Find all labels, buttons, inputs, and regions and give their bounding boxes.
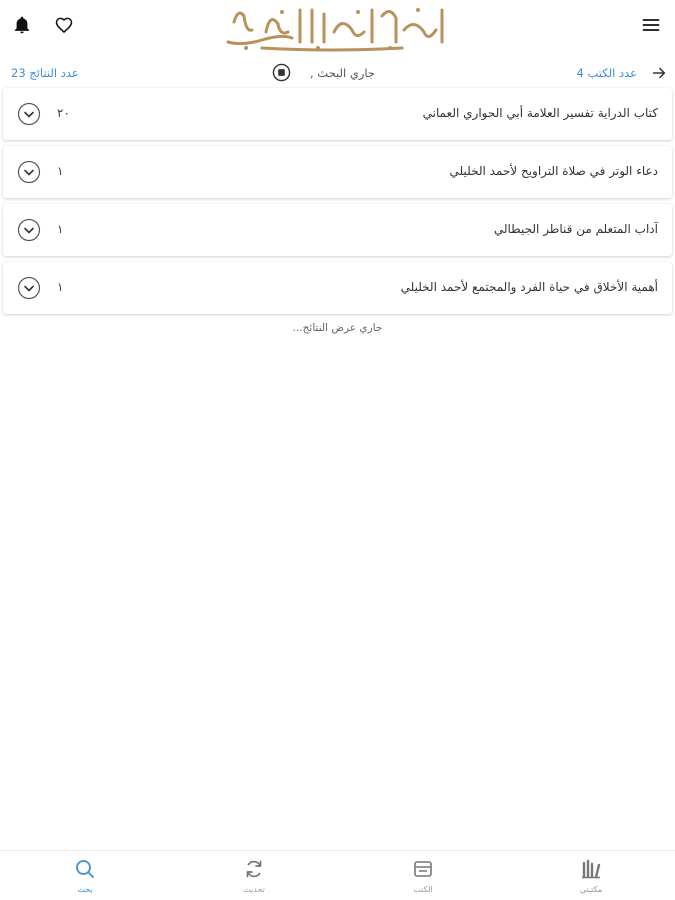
result-item[interactable] (3, 88, 672, 140)
chevron-down-icon[interactable] (17, 276, 41, 300)
result-count: ١ (57, 280, 64, 294)
books-count: عدد الكتب 4 (576, 66, 637, 80)
result-count: ١ (57, 222, 64, 236)
results-list (3, 88, 672, 320)
searching-status: جاري البحث , (310, 66, 376, 80)
stop-search-icon[interactable] (272, 63, 291, 82)
results-count: عدد النتائج 23 (11, 66, 79, 80)
back-arrow-icon[interactable] (650, 64, 668, 82)
tab-books-label: الكتب (413, 885, 433, 894)
result-count: ١ (57, 164, 64, 178)
result-item[interactable] (3, 146, 672, 198)
result-title: آداب المتعلم من قناطر الجيطالي (493, 222, 658, 236)
books-icon (411, 857, 435, 881)
top-bar (0, 0, 675, 56)
chevron-down-icon[interactable] (17, 102, 41, 126)
chevron-down-icon[interactable] (17, 160, 41, 184)
search-icon (73, 857, 97, 881)
result-item[interactable] (3, 204, 672, 256)
refresh-icon (242, 857, 266, 881)
tab-update-label: تحديث (243, 885, 265, 894)
tab-library[interactable] (551, 857, 631, 894)
bell-icon[interactable] (9, 12, 35, 38)
tab-search[interactable] (45, 857, 125, 894)
library-icon (579, 857, 603, 881)
hamburger-menu-icon[interactable] (638, 12, 664, 38)
result-count: ٢٠ (57, 106, 70, 120)
result-item[interactable] (3, 262, 672, 314)
heart-icon[interactable] (51, 12, 77, 38)
result-title: أهمية الأخلاق في حياة الفرد والمجتمع لأحمد الخليلي (400, 280, 658, 294)
result-title: كتاب الدراية تفسير العلامة أبي الحواري العماني (422, 106, 658, 120)
chevron-down-icon[interactable] (17, 218, 41, 242)
encyclopedia-logo (222, 2, 454, 52)
tab-update[interactable] (214, 857, 294, 894)
search-status-bar (0, 60, 675, 88)
tab-library-label: مكتبتي (579, 885, 603, 894)
tab-search-label: بحث (77, 885, 93, 894)
bottom-navigation (0, 850, 675, 900)
result-title: دعاء الوتر في صلاة التراويح لأحمد الخليلي (449, 164, 658, 178)
loading-results-text: جاري عرض النتائج... (292, 322, 383, 334)
tab-books[interactable] (383, 857, 463, 894)
